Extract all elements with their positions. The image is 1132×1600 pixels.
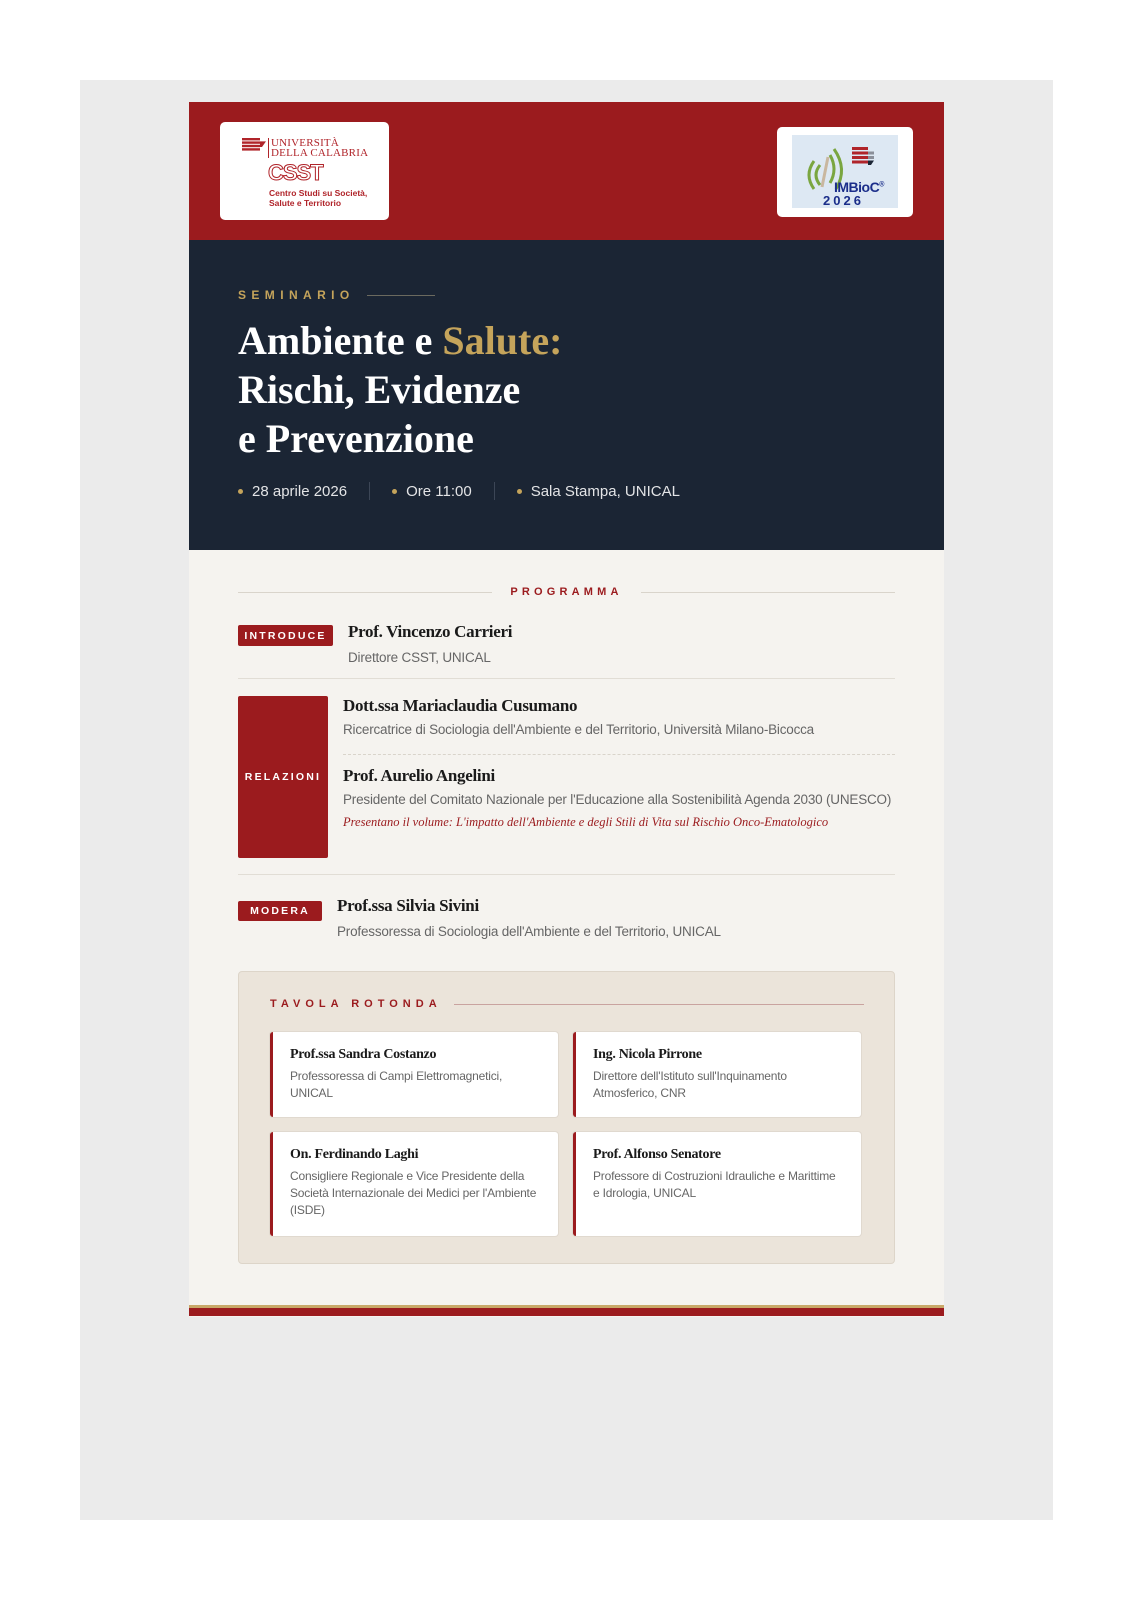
speaker-role: Professoressa di Sociologia dell'Ambiente e del Territorio, UNICAL <box>337 924 721 939</box>
speaker-entry <box>343 696 895 739</box>
heading-rule <box>454 1004 864 1005</box>
hero-section <box>189 240 944 550</box>
program-row-relazioni <box>238 696 895 858</box>
event-type: SEMINARIO <box>238 288 435 302</box>
event-time: Ore 11:00 <box>392 483 472 500</box>
panelist-role: Professore di Costruzioni Idrauliche e Marittime e Idrologia, UNICAL <box>593 1169 836 1200</box>
panelist-card <box>573 1132 861 1236</box>
speaker-role: Presidente del Comitato Nazionale per l'Educazione alla Sostenibilità Agenda 2030 (UNESCO) <box>343 792 892 807</box>
role-badge-relazioni: RELAZIONI <box>238 696 328 858</box>
speaker-entry <box>343 766 895 830</box>
speaker-role: Direttore CSST, UNICAL <box>348 650 491 665</box>
kicker-rule <box>367 295 435 296</box>
speaker-name: Prof.ssa Silvia Sivini <box>337 896 479 915</box>
panelist-name: On. Ferdinando Laghi <box>290 1147 419 1162</box>
bullet-dot-icon <box>392 489 397 494</box>
imbioc-logo-panel <box>792 135 898 208</box>
panelist-card <box>270 1032 558 1117</box>
logo-band <box>189 102 944 240</box>
unical-emblem-small-icon <box>852 147 876 169</box>
tavola-rotonda-panel <box>238 971 895 1264</box>
heading-rule <box>238 592 492 593</box>
meta-separator <box>494 482 495 500</box>
panelist-name: Ing. Nicola Pirrone <box>593 1047 702 1062</box>
book-presentation-note: Presentano il volume: L'impatto dell'Ambiente e degli Stili di Vita sul Rischio Onco-Ematologico <box>343 815 829 829</box>
section-divider <box>238 874 895 875</box>
bullet-dot-icon <box>238 489 243 494</box>
heading-rule <box>641 592 895 593</box>
panelist-card <box>270 1132 558 1236</box>
role-badge-modera: MODERA <box>238 901 322 921</box>
imbioc-year: 2026 <box>823 193 864 208</box>
role-badge-introduce: INTRODUCE <box>238 625 333 646</box>
csst-acronym: CSST <box>268 160 323 185</box>
bullet-dot-icon <box>517 489 522 494</box>
speaker-dashed-divider <box>343 754 895 755</box>
footer-red-stripe <box>189 1308 944 1316</box>
section-divider <box>238 678 895 679</box>
event-date: 28 aprile 2026 <box>238 483 347 500</box>
university-name: UNIVERSITÀ DELLA CALABRIA <box>268 138 368 158</box>
unical-emblem-icon <box>242 138 266 154</box>
programma-heading: PROGRAMMA <box>238 586 895 598</box>
unical-csst-logo <box>220 122 389 220</box>
event-location: Sala Stampa, UNICAL <box>517 483 680 500</box>
tavola-rotonda-heading: TAVOLA ROTONDA <box>270 998 864 1010</box>
meta-separator <box>369 482 370 500</box>
imbioc-logo <box>777 127 913 217</box>
seminar-poster <box>189 102 944 1317</box>
imbioc-name: IMBioC® <box>834 179 884 195</box>
speaker-name: Dott.ssa Mariaclaudia Cusumano <box>343 696 578 715</box>
panelist-role: Consigliere Regionale e Vice Presidente della Società Internazionale dei Medici per l'Ambiente (ISDE) <box>290 1169 537 1217</box>
event-meta <box>238 482 680 500</box>
speaker-name: Prof. Aurelio Angelini <box>343 766 495 785</box>
speaker-role: Ricercatrice di Sociologia dell'Ambiente e del Territorio, Università Milano-Bicocca <box>343 722 814 737</box>
panelist-role: Direttore dell'Istituto sull'Inquinamento Atmosferico, CNR <box>593 1069 787 1100</box>
panelist-card <box>573 1032 861 1117</box>
csst-subtitle: Centro Studi su Società, Salute e Territorio <box>269 188 368 208</box>
panelist-role: Professoressa di Campi Elettromagnetici, UNICAL <box>290 1069 503 1100</box>
panelist-name: Prof.ssa Sandra Costanzo <box>290 1047 437 1062</box>
speaker-name: Prof. Vincenzo Carrieri <box>348 622 513 641</box>
event-title: Ambiente e Salute: Rischi, Evidenze e Prevenzione <box>238 318 563 461</box>
panelist-name: Prof. Alfonso Senatore <box>593 1147 721 1162</box>
